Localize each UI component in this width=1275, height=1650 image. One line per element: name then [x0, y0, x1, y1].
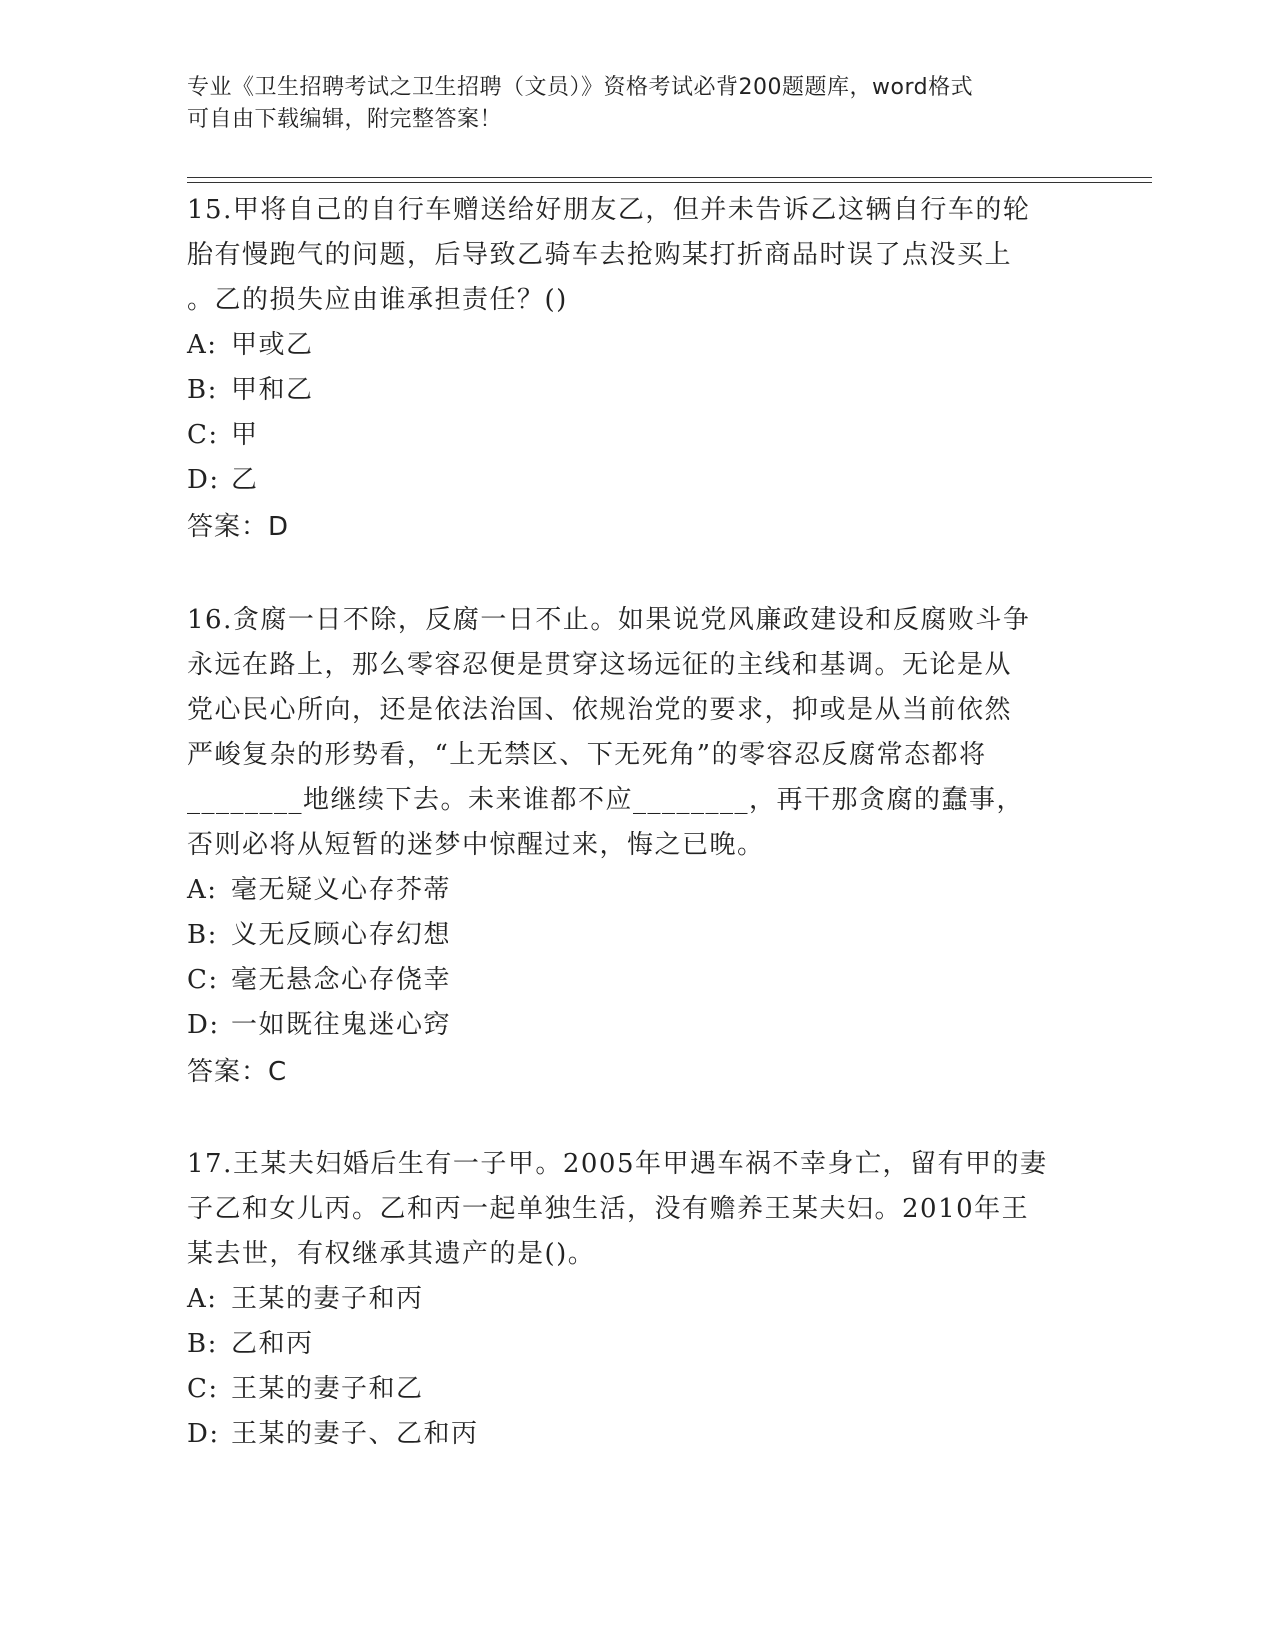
header-divider-thick	[187, 182, 1152, 183]
option-text: 义无反顾心存幻想	[231, 920, 452, 950]
question-15	[187, 188, 1077, 551]
stem-line: 永远在路上，那么零容忍便是贯穿这场远征的主线和基调。无论是从	[187, 650, 1013, 680]
option-key: B:	[187, 375, 218, 405]
question-stem	[187, 598, 1077, 868]
option-key: A:	[187, 1284, 218, 1314]
option-text: 一如既往鬼迷心窍	[231, 1010, 452, 1040]
option-d	[187, 1003, 1077, 1048]
stem-line: 17.王某夫妇婚后生有一子甲。2005年甲遇车祸不幸身亡，留有甲的妻	[187, 1149, 1048, 1179]
option-key: C:	[187, 965, 219, 995]
option-text: 甲或乙	[231, 330, 314, 360]
header-divider-thin	[187, 177, 1152, 178]
option-text: 甲	[231, 420, 259, 450]
question-stem	[187, 188, 1077, 323]
option-key: C:	[187, 1374, 219, 1404]
option-text: 王某的妻子、乙和丙	[231, 1419, 479, 1449]
option-c	[187, 413, 1077, 458]
option-b	[187, 1322, 1077, 1367]
option-key: D:	[187, 1419, 220, 1449]
option-text: 毫无悬念心存侥幸	[231, 965, 452, 995]
stem-line: 某去世，有权继承其遗产的是()。	[187, 1239, 596, 1269]
option-d	[187, 1412, 1077, 1457]
option-a	[187, 868, 1077, 913]
header-line-2: 可自由下载编辑，附完整答案！	[187, 107, 503, 132]
stem-line: 严峻复杂的形势看，“上无禁区、下无死角”的零容忍反腐常态都将	[187, 740, 987, 770]
option-text: 乙和丙	[231, 1329, 314, 1359]
question-16	[187, 598, 1077, 1096]
option-text: 毫无疑义心存芥蒂	[231, 875, 452, 905]
option-key: D:	[187, 465, 220, 495]
option-d	[187, 458, 1077, 503]
option-key: B:	[187, 1329, 218, 1359]
stem-line: 子乙和女儿丙。乙和丙一起单独生活，没有赡养王某夫妇。2010年王	[187, 1194, 1030, 1224]
option-text: 乙	[231, 465, 259, 495]
option-a	[187, 323, 1077, 368]
question-stem	[187, 1142, 1077, 1277]
stem-line: 16.贪腐一日不除，反腐一日不止。如果说党风廉政建设和反腐败斗争	[187, 605, 1031, 635]
document-header	[187, 72, 1067, 136]
option-text: 甲和乙	[231, 375, 314, 405]
option-key: D:	[187, 1010, 220, 1040]
option-b	[187, 913, 1077, 958]
option-b	[187, 368, 1077, 413]
answer-line: 答案：C	[187, 1057, 288, 1087]
option-a	[187, 1277, 1077, 1322]
option-key: B:	[187, 920, 218, 950]
option-c	[187, 958, 1077, 1003]
header-line-1: 专业《卫生招聘考试之卫生招聘（文员）》资格考试必背200题题库，word格式	[187, 75, 974, 100]
stem-line: 胎有慢跑气的问题，后导致乙骑车去抢购某打折商品时误了点没买上	[187, 240, 1013, 270]
option-key: C:	[187, 420, 219, 450]
option-key: A:	[187, 330, 218, 360]
answer-line: 答案：D	[187, 512, 290, 542]
question-17	[187, 1142, 1077, 1457]
stem-line: 党心民心所向，还是依法治国、依规治党的要求，抑或是从当前依然	[187, 695, 1013, 725]
option-key: A:	[187, 875, 218, 905]
option-text: 王某的妻子和丙	[231, 1284, 424, 1314]
option-text: 王某的妻子和乙	[231, 1374, 424, 1404]
option-c	[187, 1367, 1077, 1412]
stem-line: ________地继续下去。未来谁都不应________，再干那贪腐的蠢事，	[187, 785, 1025, 815]
stem-line: 。乙的损失应由谁承担责任？()	[187, 285, 568, 315]
stem-line: 否则必将从短暂的迷梦中惊醒过来，悔之已晚。	[187, 830, 765, 860]
stem-line: 15.甲将自己的自行车赠送给好朋友乙，但并未告诉乙这辆自行车的轮	[187, 195, 1031, 225]
